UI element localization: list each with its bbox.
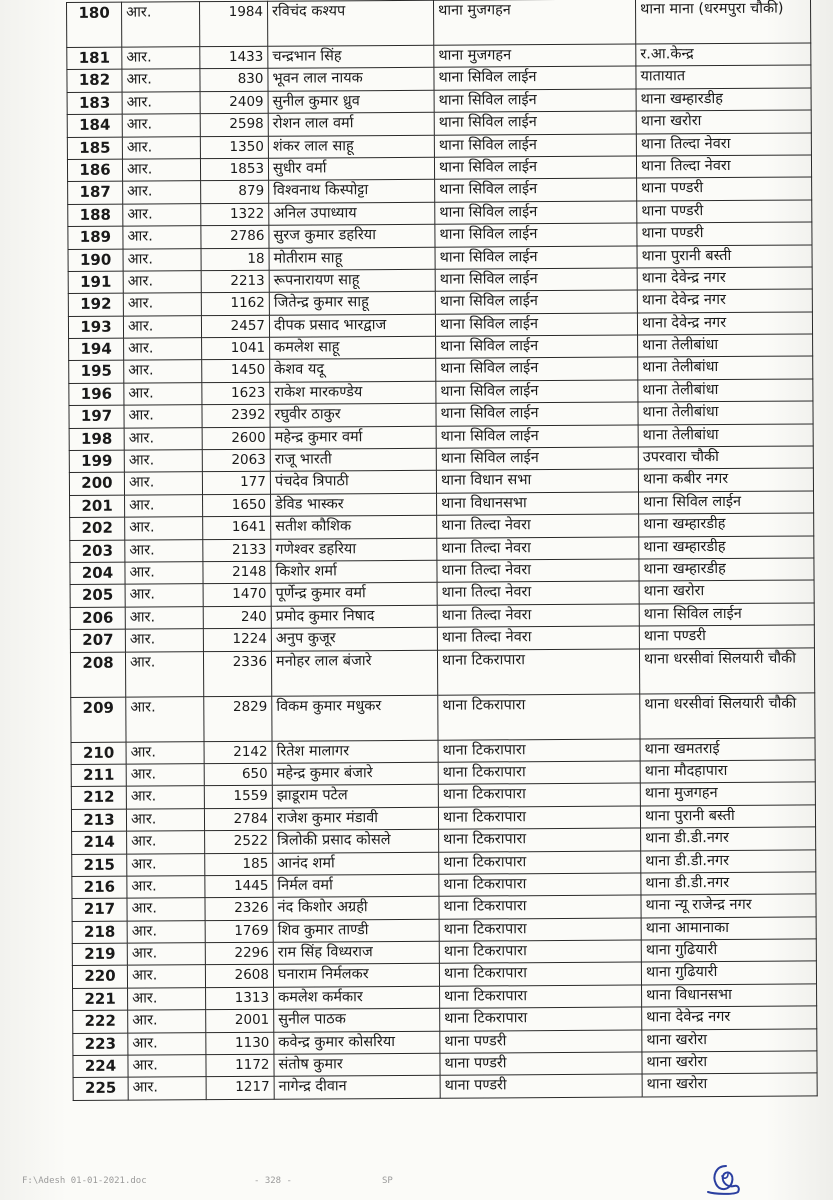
serial-number-cell: 195 [69, 361, 124, 384]
rank-cell: आर. [123, 248, 201, 271]
new-posting-cell: थाना खम्हारडीह [636, 88, 811, 111]
employee-name-cell: महेन्द्र कुमार वर्मा [270, 426, 436, 449]
employee-name-cell: कमलेश साहू [270, 336, 436, 359]
serial-number-cell: 193 [68, 316, 123, 339]
employee-name-cell: विकम कुमार मधुकर [272, 695, 438, 741]
new-posting-cell: यातायात [636, 65, 811, 88]
badge-number-cell: 2142 [204, 741, 272, 764]
current-posting-cell: थाना तिल्दा नेवरा [437, 604, 639, 628]
new-posting-cell: थाना खम्हारडीह [639, 513, 814, 536]
new-posting-cell: थाना तेलीबांधा [638, 424, 813, 447]
serial-number-cell: 225 [73, 1078, 128, 1101]
badge-number-cell: 2336 [203, 651, 271, 696]
current-posting-cell: थाना टिकरापारा [438, 806, 640, 830]
new-posting-cell: थाना मुजगहन [640, 782, 815, 805]
rank-cell: आर. [122, 2, 200, 47]
current-posting-cell: थाना टिकरापारा [438, 739, 640, 763]
current-posting-cell: थाना सिविल लाईन [434, 134, 636, 158]
employee-name-cell: त्रिलोकी प्रसाद कोसले [273, 829, 439, 852]
badge-number-cell: 1853 [200, 158, 268, 181]
new-posting-cell: थाना कबीर नगर [638, 468, 813, 491]
serial-number-cell: 219 [72, 943, 127, 966]
new-posting-cell: थाना तिल्दा नेवरा [636, 133, 811, 156]
rank-cell: आर. [125, 494, 203, 517]
current-posting-cell: थाना पण्डरी [440, 1030, 642, 1054]
rank-cell: आर. [127, 965, 205, 988]
serial-number-cell: 206 [70, 607, 125, 630]
badge-number-cell: 650 [204, 763, 272, 786]
badge-number-cell: 1130 [206, 1032, 274, 1055]
rank-cell: आर. [126, 786, 204, 809]
serial-number-cell: 216 [72, 876, 127, 899]
employee-name-cell: महेन्द्र कुमार बंजारे [272, 762, 438, 785]
rank-cell: आर. [123, 181, 201, 204]
badge-number-cell: 2001 [206, 1009, 274, 1032]
current-posting-cell: थाना तिल्दा नेवरा [437, 559, 639, 583]
new-posting-cell: थाना गुढियारी [641, 961, 816, 984]
signature-icon [704, 1162, 744, 1196]
badge-number-cell: 1769 [205, 920, 273, 943]
rank-cell: आर. [128, 1032, 206, 1055]
new-posting-cell: उपरवारा चौकी [638, 446, 813, 469]
rank-cell: आर. [127, 831, 205, 854]
employee-name-cell: सुनील कुमार ध्रुव [268, 90, 434, 113]
employee-name-cell: संतोष कुमार [274, 1053, 440, 1076]
employee-name-cell: डेविड भास्कर [271, 493, 437, 516]
rank-cell: आर. [125, 539, 203, 562]
employee-name-cell: शिव कुमार ताण्डी [273, 919, 439, 942]
serial-number-cell: 182 [67, 70, 122, 93]
badge-number-cell: 1224 [203, 628, 271, 651]
new-posting-cell: थाना तेलीबांधा [638, 356, 813, 379]
current-posting-cell: थाना टिकरापारा [439, 828, 641, 852]
serial-number-cell: 210 [71, 742, 126, 765]
employee-name-cell: पंचदेव त्रिपाठी [270, 471, 436, 494]
serial-number-cell: 183 [67, 92, 122, 115]
rank-cell: आर. [122, 114, 200, 137]
current-posting-cell: थाना सिविल लाईन [435, 313, 637, 337]
employee-name-cell: सुनील पाठक [274, 1008, 440, 1031]
badge-number-cell: 240 [203, 606, 271, 629]
serial-number-cell: 209 [71, 697, 126, 742]
rank-cell: आर. [127, 853, 205, 876]
employee-name-cell: केशव यदू [270, 359, 436, 382]
current-posting-cell: थाना टिकरापारा [439, 851, 641, 875]
current-posting-cell: थाना सिविल लाईन [436, 357, 638, 381]
current-posting-cell: थाना सिविल लाईन [435, 290, 637, 314]
badge-number-cell: 2326 [205, 898, 273, 921]
rank-cell: आर. [123, 226, 201, 249]
current-posting-cell: थाना सिविल लाईन [436, 402, 638, 426]
new-posting-cell: थाना धरसीवां सिलयारी चौकी [639, 647, 814, 693]
current-posting-cell: थाना पण्डरी [440, 1052, 642, 1076]
employee-name-cell: नागेन्द्र दीवान [274, 1076, 440, 1099]
current-posting-cell: थाना टिकरापारा [440, 985, 642, 1009]
rank-cell: आर. [124, 405, 202, 428]
rank-cell: आर. [128, 1077, 206, 1100]
current-posting-cell: थाना सिविल लाईन [436, 447, 638, 471]
current-posting-cell: थाना टिकरापारा [438, 694, 640, 740]
employee-name-cell: निर्मल वर्मा [273, 874, 439, 897]
new-posting-cell: थाना सिविल लाईन [639, 491, 814, 514]
badge-number-cell: 2829 [204, 696, 272, 741]
current-posting-cell: थाना सिविल लाईन [435, 246, 637, 270]
rank-cell: आर. [124, 383, 202, 406]
employee-name-cell: दीपक प्रसाद भारद्वाज [269, 314, 435, 337]
serial-number-cell: 188 [68, 204, 123, 227]
badge-number-cell: 1450 [202, 360, 270, 383]
badge-number-cell: 1350 [200, 136, 268, 159]
employee-name-cell: रूपनारायण साहू [269, 269, 435, 292]
employee-name-cell: चन्द्रभान सिंह [268, 45, 434, 68]
serial-number-cell: 211 [71, 764, 126, 787]
serial-number-cell: 181 [67, 47, 122, 70]
new-posting-cell: थाना आमानाका [641, 917, 816, 940]
rank-cell: आर. [125, 562, 203, 585]
current-posting-cell: थाना सिविल लाईन [436, 335, 638, 359]
badge-number-cell: 1650 [203, 494, 271, 517]
serial-number-cell: 224 [73, 1055, 128, 1078]
employee-name-cell: मोतीराम साहू [269, 247, 435, 270]
employee-name-cell: प्रमोद कुमार निषाद [271, 605, 437, 628]
serial-number-cell: 190 [68, 249, 123, 272]
rank-cell: आर. [128, 988, 206, 1011]
current-posting-cell: थाना तिल्दा नेवरा [437, 581, 639, 605]
badge-number-cell: 1041 [202, 337, 270, 360]
current-posting-cell: थाना टिकरापारा [437, 649, 639, 695]
new-posting-cell: थाना डी.डी.नगर [641, 827, 816, 850]
serial-number-cell: 202 [70, 517, 125, 540]
rank-cell: आर. [126, 696, 204, 741]
badge-number-cell: 1623 [202, 382, 270, 405]
employee-name-cell: कवेन्द्र कुमार कोसरिया [274, 1031, 440, 1054]
new-posting-cell: थाना डी.डी.नगर [641, 872, 816, 895]
badge-number-cell: 2409 [200, 91, 268, 114]
employee-name-cell: पूर्णेन्द्र कुमार वर्मा [271, 583, 437, 606]
new-posting-cell: थाना पण्डरी [637, 222, 812, 245]
current-posting-cell: थाना टिकरापारा [438, 783, 640, 807]
serial-number-cell: 187 [68, 182, 123, 205]
serial-number-cell: 205 [70, 585, 125, 608]
new-posting-cell: थाना खरोरा [642, 1029, 817, 1052]
rank-cell: आर. [126, 741, 204, 764]
table-row [71, 692, 815, 742]
badge-number-cell: 2608 [205, 965, 273, 988]
rank-cell: आर. [125, 651, 203, 696]
current-posting-cell: थाना टिकरापारा [439, 940, 641, 964]
badge-number-cell: 2457 [201, 315, 269, 338]
current-posting-cell: थाना मुजगहन [434, 44, 636, 68]
new-posting-cell: थाना पण्डरी [637, 177, 812, 200]
serial-number-cell: 215 [72, 854, 127, 877]
serial-number-cell: 208 [70, 652, 125, 697]
serial-number-cell: 214 [72, 831, 127, 854]
current-posting-cell: थाना विधान सभा [436, 469, 638, 493]
badge-number-cell: 1313 [206, 987, 274, 1010]
serial-number-cell: 212 [71, 786, 126, 809]
serial-number-cell: 192 [68, 293, 123, 316]
employee-name-cell: आनंद शर्मा [273, 852, 439, 875]
employee-name-cell: रितेश मालागर [272, 740, 438, 763]
employee-name-cell: रोशन लाल वर्मा [268, 112, 434, 135]
rank-cell: आर. [124, 360, 202, 383]
badge-number-cell: 1162 [201, 293, 269, 316]
serial-number-cell: 213 [71, 809, 126, 832]
current-posting-cell: थाना तिल्दा नेवरा [437, 514, 639, 538]
current-posting-cell: थाना सिविल लाईन [435, 178, 637, 202]
current-posting-cell: थाना पण्डरी [440, 1074, 642, 1098]
rank-cell: आर. [127, 943, 205, 966]
rank-cell: आर. [123, 293, 201, 316]
current-posting-cell: थाना सिविल लाईन [434, 156, 636, 180]
serial-number-cell: 220 [72, 966, 127, 989]
serial-number-cell: 191 [68, 271, 123, 294]
employee-name-cell: राजेश कुमार मंडावी [272, 807, 438, 830]
current-posting-cell: थाना टिकरापारा [439, 873, 641, 897]
rank-cell: आर. [128, 1010, 206, 1033]
serial-number-cell: 217 [72, 898, 127, 921]
current-posting-cell: थाना सिविल लाईन [434, 111, 636, 135]
employee-name-cell: झाडूराम पटेल [272, 785, 438, 808]
current-posting-cell: थाना टिकरापारा [438, 761, 640, 785]
current-posting-cell: थाना सिविल लाईन [435, 268, 637, 292]
employee-name-cell: सुरज कुमार डहरिया [269, 224, 435, 247]
badge-number-cell: 830 [200, 69, 268, 92]
rank-cell: आर. [124, 338, 202, 361]
badge-number-cell: 1433 [200, 46, 268, 69]
new-posting-cell: थाना तिल्दा नेवरा [636, 155, 811, 178]
new-posting-cell: थाना पुरानी बस्ती [637, 244, 812, 267]
rank-cell: आर. [123, 315, 201, 338]
new-posting-cell: थाना देवेन्द्र नगर [637, 289, 812, 312]
current-posting-cell: थाना टिकरापारा [439, 895, 641, 919]
new-posting-cell: थाना तेलीबांधा [638, 334, 813, 357]
rank-cell: आर. [122, 136, 200, 159]
rank-cell: आर. [124, 450, 202, 473]
rank-cell: आर. [124, 472, 202, 495]
serial-number-cell: 201 [70, 495, 125, 518]
new-posting-cell: थाना मौदहापारा [640, 760, 815, 783]
badge-number-cell: 1470 [203, 584, 271, 607]
new-posting-cell: थाना देवेन्द्र नगर [642, 1006, 817, 1029]
rank-cell: आर. [127, 876, 205, 899]
badge-number-cell: 185 [205, 853, 273, 876]
employee-name-cell: घनाराम निर्मलकर [273, 964, 439, 987]
table-row [73, 1073, 817, 1100]
rank-cell: आर. [125, 517, 203, 540]
transfer-order-table [66, 0, 818, 1101]
serial-number-cell: 222 [73, 1010, 128, 1033]
current-posting-cell: थाना टिकरापारा [439, 918, 641, 942]
badge-number-cell: 2392 [202, 405, 270, 428]
serial-number-cell: 199 [69, 450, 124, 473]
rank-cell: आर. [125, 584, 203, 607]
new-posting-cell: थाना तेलीबांधा [638, 379, 813, 402]
employee-name-cell: अनिल उपाध्याय [269, 202, 435, 225]
rank-cell: आर. [128, 1055, 206, 1078]
employee-name-cell: गणेश्वर डहरिया [271, 538, 437, 561]
employee-name-cell: राम सिंह विध्यराज [273, 941, 439, 964]
rank-cell: आर. [122, 69, 200, 92]
badge-number-cell: 1172 [206, 1054, 274, 1077]
serial-number-cell: 189 [68, 226, 123, 249]
employee-name-cell: कमलेश कर्मकार [274, 986, 440, 1009]
new-posting-cell: थाना देवेन्द्र नगर [637, 312, 812, 335]
rank-cell: आर. [125, 629, 203, 652]
rank-cell: आर. [122, 91, 200, 114]
current-posting-cell: थाना सिविल लाईन [435, 223, 637, 247]
new-posting-cell: थाना खरोरा [642, 1073, 817, 1096]
serial-number-cell: 207 [70, 629, 125, 652]
new-posting-cell: थाना खम्हारडीह [639, 536, 814, 559]
employee-name-cell: रविचंद कश्यप [267, 0, 433, 46]
new-posting-cell: थाना डी.डी.नगर [641, 849, 816, 872]
rank-cell: आर. [122, 159, 200, 182]
current-posting-cell: थाना टिकरापारा [439, 962, 641, 986]
current-posting-cell: थाना तिल्दा नेवरा [437, 537, 639, 561]
current-posting-cell: थाना सिविल लाईन [434, 66, 636, 90]
new-posting-cell: थाना खमतराई [640, 737, 815, 760]
footer-page-number: - 328 - [254, 1176, 292, 1186]
rank-cell: आर. [126, 764, 204, 787]
rank-cell: आर. [123, 271, 201, 294]
employee-name-cell: रघुवीर ठाकुर [270, 403, 436, 426]
new-posting-cell: थाना तेलीबांधा [638, 401, 813, 424]
employee-name-cell: राजू भारती [270, 448, 436, 471]
badge-number-cell: 879 [201, 181, 269, 204]
table-body [67, 0, 818, 1100]
rank-cell: आर. [126, 808, 204, 831]
badge-number-cell: 177 [202, 472, 270, 495]
employee-name-cell: राकेश मारकण्डेय [270, 381, 436, 404]
employee-name-cell: शंकर लाल साहू [268, 135, 434, 158]
serial-number-cell: 200 [69, 473, 124, 496]
serial-number-cell: 180 [67, 2, 122, 47]
new-posting-cell: थाना विधानसभा [642, 984, 817, 1007]
badge-number-cell: 1641 [203, 516, 271, 539]
serial-number-cell: 223 [73, 1033, 128, 1056]
badge-number-cell: 2133 [203, 539, 271, 562]
current-posting-cell: थाना सिविल लाईन [435, 201, 637, 225]
employee-name-cell: नंद किशोर अग्रही [273, 897, 439, 920]
badge-number-cell: 2784 [204, 808, 272, 831]
new-posting-cell: थाना न्यू राजेन्द्र नगर [641, 894, 816, 917]
badge-number-cell: 2600 [202, 427, 270, 450]
serial-number-cell: 185 [67, 137, 122, 160]
footer-mark: SP [382, 1176, 393, 1186]
badge-number-cell: 2522 [205, 830, 273, 853]
badge-number-cell: 1984 [200, 1, 268, 46]
new-posting-cell: थाना पुरानी बस्ती [640, 805, 815, 828]
table-row [67, 0, 811, 47]
rank-cell: आर. [123, 203, 201, 226]
serial-number-cell: 218 [72, 921, 127, 944]
serial-number-cell: 204 [70, 562, 125, 585]
new-posting-cell: थाना धरसीवां सिलयारी चौकी [640, 692, 815, 738]
new-posting-cell: थाना खम्हारडीह [639, 558, 814, 581]
employee-name-cell: अनुप कुजूर [271, 627, 437, 650]
serial-number-cell: 198 [69, 428, 124, 451]
new-posting-cell: थाना गुढियारी [641, 939, 816, 962]
new-posting-cell: थाना खरोरा [639, 580, 814, 603]
new-posting-cell: थाना पण्डरी [639, 625, 814, 648]
new-posting-cell: थाना देवेन्द्र नगर [637, 267, 812, 290]
badge-number-cell: 1445 [205, 875, 273, 898]
new-posting-cell: थाना खरोरा [636, 110, 811, 133]
new-posting-cell: थाना माना (धरमपुरा चौकी) [635, 0, 810, 44]
serial-number-cell: 196 [69, 383, 124, 406]
serial-number-cell: 197 [69, 405, 124, 428]
rank-cell: आर. [124, 427, 202, 450]
badge-number-cell: 1322 [201, 203, 269, 226]
serial-number-cell: 186 [67, 159, 122, 182]
new-posting-cell: थाना सिविल लाईन [639, 603, 814, 626]
current-posting-cell: थाना सिविल लाईन [436, 380, 638, 404]
current-posting-cell: थाना मुजगहन [433, 0, 635, 45]
new-posting-cell: र.आ.केन्द्र [636, 43, 811, 66]
badge-number-cell: 2296 [205, 942, 273, 965]
current-posting-cell: थाना विधानसभा [437, 492, 639, 516]
badge-number-cell: 1559 [204, 786, 272, 809]
employee-name-cell: भूवन लाल नायक [268, 68, 434, 91]
rank-cell: आर. [125, 606, 203, 629]
serial-number-cell: 184 [67, 114, 122, 137]
rank-cell: आर. [127, 898, 205, 921]
employee-name-cell: मनोहर लाल बंजारे [271, 650, 437, 696]
footer-file-path: F:\Adesh 01-01-2021.doc [22, 1176, 147, 1186]
employee-name-cell: सतीश कौशिक [271, 515, 437, 538]
employee-name-cell: सुधीर वर्मा [268, 157, 434, 180]
current-posting-cell: थाना टिकरापारा [440, 1007, 642, 1031]
serial-number-cell: 203 [70, 540, 125, 563]
serial-number-cell: 221 [73, 988, 128, 1011]
badge-number-cell: 2598 [200, 113, 268, 136]
badge-number-cell: 18 [201, 248, 269, 271]
new-posting-cell: थाना पण्डरी [637, 200, 812, 223]
current-posting-cell: थाना तिल्दा नेवरा [437, 626, 639, 650]
employee-name-cell: किशोर शर्मा [271, 560, 437, 583]
rank-cell: आर. [122, 47, 200, 70]
badge-number-cell: 2786 [201, 225, 269, 248]
serial-number-cell: 194 [69, 338, 124, 361]
table-row [70, 647, 814, 697]
badge-number-cell: 2063 [202, 449, 270, 472]
employee-name-cell: जितेन्द्र कुमार साहू [269, 292, 435, 315]
employee-name-cell: विश्वनाथ किस्पोट्टा [269, 180, 435, 203]
badge-number-cell: 2213 [201, 270, 269, 293]
rank-cell: आर. [127, 920, 205, 943]
new-posting-cell: थाना खरोरा [642, 1051, 817, 1074]
page-footer [22, 1176, 442, 1192]
badge-number-cell: 2148 [203, 561, 271, 584]
current-posting-cell: थाना सिविल लाईन [434, 89, 636, 113]
badge-number-cell: 1217 [206, 1077, 274, 1100]
current-posting-cell: थाना सिविल लाईन [436, 425, 638, 449]
